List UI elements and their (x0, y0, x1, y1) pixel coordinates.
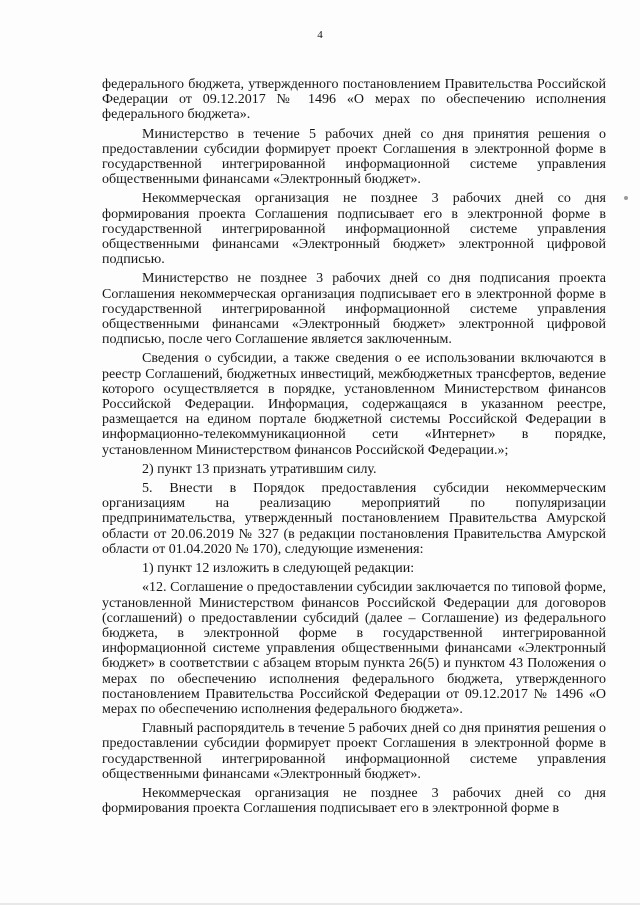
paragraph: Главный распорядитель в течение 5 рабочих дней со дня принятия решения о предоставлении субсидии формирует проект Соглашения в электронной форме в государственной интегрированной информационной системе управления общественными финансами «Электронный бюджет». (102, 721, 606, 782)
paragraph: Сведения о субсидии, а также сведения о ее использовании включаются в реестр Соглашений, бюджетных инвестиций, межбюджетных трансфертов, ведение которого осуществляется в порядке, установленном Министерством финансов Российской Федерации. Информация, содержащаяся в указанном реестре, размещается на едином портале бюджетной системы Российской Федерации в информационно-телекоммуникационной сети «Интернет» в порядке, установленном Министерством финансов Российской Федерации.»; (102, 351, 606, 458)
paragraph: Некоммерческая организация не позднее 3 рабочих дней со дня формирования проекта Соглашения подписывает его в электронной форме в государственной интегрированной информационной системе управления общественными финансами «Электронный бюджет» электронной цифровой подписью. (102, 191, 606, 268)
paragraph-continuation: федерального бюджета, утвержденного постановлением Правительства Российской Федерации от 09.12.2017 № 1496 «О мерах по обеспечению исполнения федерального бюджета». (102, 77, 606, 123)
paragraph: Министерство не позднее 3 рабочих дней со дня подписания проекта Соглашения некоммерческая организация подписывает его в электронной форме в государственной интегрированной информационной системе управления общественными финансами «Электронный бюджет» электронной цифровой подписью, после чего Соглашение является заключенным. (102, 271, 606, 348)
list-item-paragraph: 1) пункт 12 изложить в следующей редакции: (142, 561, 415, 577)
scan-speck (624, 196, 628, 200)
numbered-paragraph: 5. Внести в Порядок предоставления субсидии некоммерческим организациям на реализацию мероприятий по популяризации предпринимательства, утвержденный постановлением Правительства Амурской области от 20.06.2019 № 327 (в редакции постановления Правительства Амурской области от 01.04.2020 № 170), следующие изменения: (102, 481, 606, 557)
paragraph: Министерство в течение 5 рабочих дней со дня принятия решения о предоставлении субсидии формирует проект Соглашения в электронной форме в государственной интегрированной информационной системе управления общественными финансами «Электронный бюджет». (102, 126, 606, 188)
page-number: 4 (317, 29, 323, 41)
quoted-paragraph: «12. Соглашение о предоставлении субсидии заключается по типовой форме, установленной Министерством финансов Российской Федерации для договоров (соглашений) о предоставлении субсидий (далее – Соглашение) из федерального бюджета, в электронной форме в государственной интегрированной информационной системе управления общественными финансами «Электронный бюджет» в соответствии с абзацем вторым пункта 26(5) и пунктом 43 Положения о мерах по обеспечению исполнения федерального бюджета, утвержденного постановлением Правительства Российской Федерации от 09.12.2017 № 1496 «О мерах по обеспечению исполнения федерального бюджета». (102, 580, 606, 717)
document-body (102, 77, 606, 816)
list-item-paragraph: 2) пункт 13 признать утратившим силу. (142, 461, 377, 477)
paragraph-cut-off: Некоммерческая организация не позднее 3 рабочих дней со дня формирования проекта Соглашения подписывает его в электронной форме в (102, 785, 606, 817)
